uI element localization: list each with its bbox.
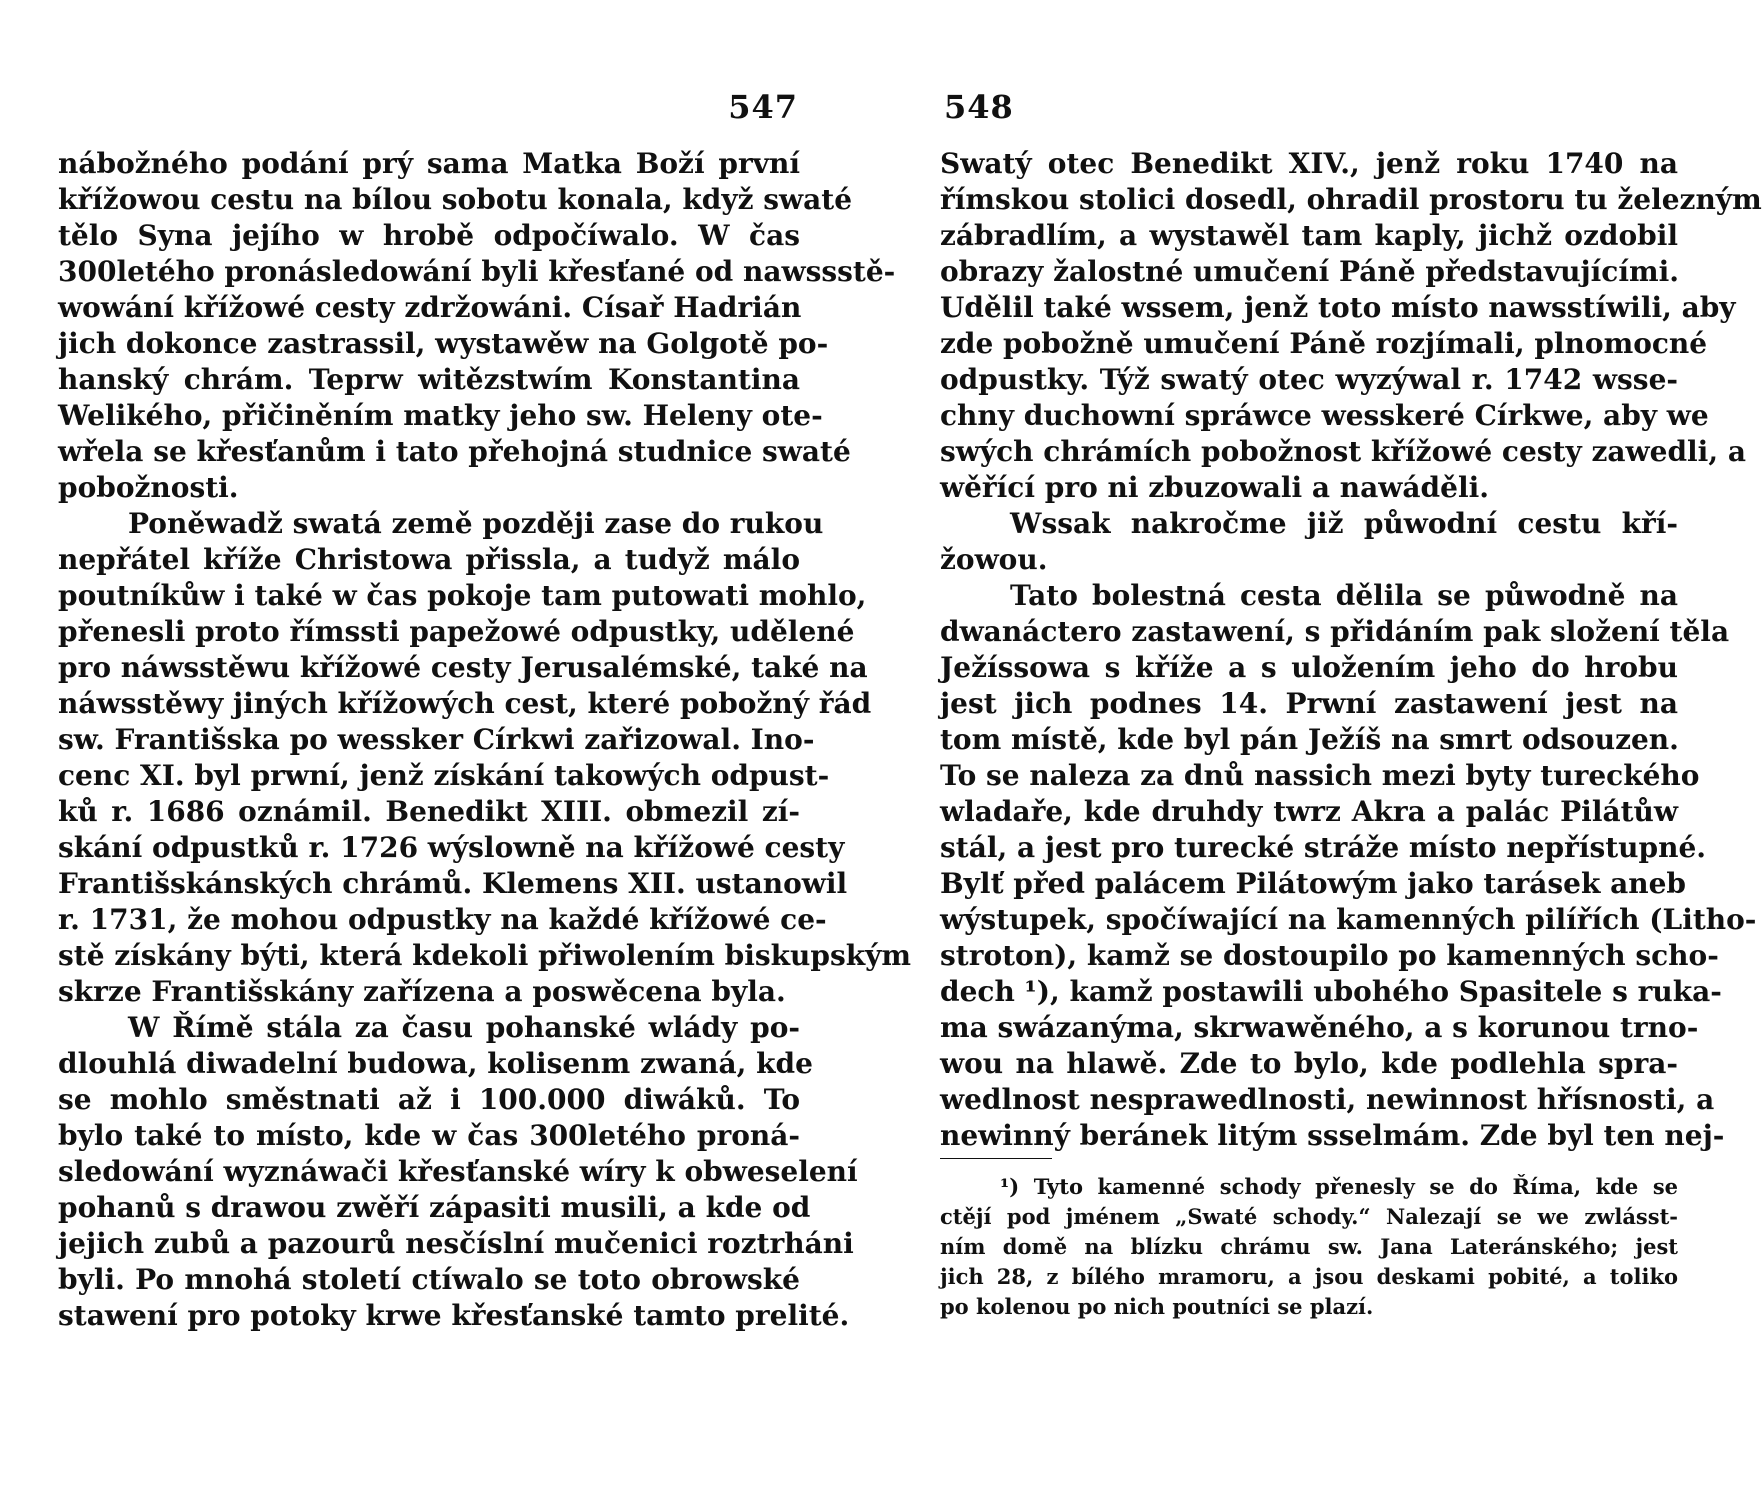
page-number-left: 547 (728, 88, 798, 126)
footnote-rule (940, 1158, 1052, 1159)
text-line: wowání křížowé cesty zdržowáni. Císař Hadrián (58, 291, 802, 324)
text-line: sledowání wyznáwači křesťanské wíry k obweselení (58, 1155, 858, 1188)
text-line: cenc XI. byl prwní, jenž získání takowých odpust- (58, 759, 830, 792)
text-line: skání odpustků r. 1726 wýslowně na křížowé cesty (58, 831, 845, 864)
text-line: Swatý otec Benedikt XIV., jenž roku 1740 na (940, 147, 1678, 180)
text-line: obrazy žalostné umučení Páně představujícími. (940, 255, 1680, 288)
text-line: pobožnosti. (58, 471, 239, 504)
text-line: žowou. (940, 543, 1048, 576)
text-line: Bylť před palácem Pilátowým jako tarásek aneb (940, 867, 1686, 900)
text-line: skrze Františskány zařízena a poswěcena byla. (58, 975, 786, 1008)
footnote (940, 1172, 1678, 1322)
text-line: křížowou cestu na bílou sobotu konala, když swaté (58, 183, 853, 216)
text-line: r. 1731, že mohou odpustky na každé křížowé ce- (58, 903, 827, 936)
text-line: jejich zubů a pazourů nesčíslní mučenici roztrháni (58, 1227, 854, 1260)
text-line: dech ¹), kamž postawili ubohého Spasitele s ruka- (940, 975, 1722, 1008)
text-line: wýstupek, spočíwající na kamenných pilířích (Litho- (940, 903, 1757, 936)
text-line: wladaře, kde druhdy twrz Akra a palác Pilátůw (940, 795, 1678, 828)
text-line: wěřící pro ni zbuzowali a nawáděli. (940, 471, 1489, 504)
text-line: wedlnost nesprawedlnosti, newinnost hřísnosti, a (940, 1083, 1715, 1116)
text-line: tělo Syna jejího w hrobě odpočíwalo. W čas (58, 219, 800, 252)
text-line: stál, a jest pro turecké stráže místo nepřístupné. (940, 831, 1707, 864)
text-line: W Římě stála za času pohanské wlády po- (128, 1011, 800, 1044)
page-number-right: 548 (944, 88, 1014, 126)
text-line: 300letého pronásledowání byli křesťané od nawssstě- (58, 255, 896, 288)
text-line: byli. Po mnohá století ctíwalo se toto obrowské (58, 1263, 800, 1296)
text-line: zábradlím, a wystawěl tam kaply, jichž ozdobil (940, 219, 1678, 252)
text-line: stroton), kamž se dostoupilo po kamenných scho- (940, 939, 1719, 972)
footnote-line: ¹) Tyto kamenné schody přenesly se do Říma, kde se (1000, 1174, 1678, 1199)
text-line: nábožného podání prý sama Matka Boží první (58, 147, 800, 180)
footnote-line: po kolenou po nich poutníci se plazí. (940, 1294, 1374, 1319)
text-line: hanský chrám. Teprw witězstwím Konstantina (58, 363, 800, 396)
text-line: stawení pro potoky krwe křesťanské tamto prelité. (58, 1299, 850, 1332)
text-line: dlouhlá diwadelní budowa, kolisenm zwaná, kde (58, 1047, 813, 1080)
footnote-line: jich 28, z bílého mramoru, a jsou deskami pobité, a toliko (940, 1264, 1678, 1289)
text-line: wřela se křesťanům i tato přehojná studnice swaté (58, 435, 851, 468)
text-line: se mohlo směstnati až i 100.000 diwáků. To (58, 1083, 800, 1116)
text-line: Poněwadž swatá země později zase do rukou (128, 507, 824, 540)
text-line: Františskánských chrámů. Klemens XII. ustanowil (58, 867, 848, 900)
text-line: chny duchowní spráwce wesskeré Církwe, aby we (940, 399, 1709, 432)
footnote-line: ctějí pod jménem „Swaté schody.“ Nalezají se we zwlásst- (940, 1204, 1678, 1229)
text-line: pro náwsstěwu křížowé cesty Jerusalémské, také na (58, 651, 868, 684)
right-page (940, 0, 1762, 1500)
left-page (58, 0, 912, 1500)
text-line: Wssak nakročme již půwodní cestu kří- (1010, 507, 1678, 540)
text-line: tom místě, kde byl pán Ježíš na smrt odsouzen. (940, 723, 1679, 756)
right-page-text (940, 146, 1762, 1154)
text-line: sw. Františska po wessker Církwi zařizowal. Ino- (58, 723, 815, 756)
text-line: zde pobožně umučení Páně rozjímali, plnomocné (940, 327, 1708, 360)
left-page-text (58, 146, 912, 1334)
footnote-line: ním domě na blízku chrámu sw. Jana Lateránského; jest (940, 1234, 1678, 1259)
text-line: jich dokonce zastrassil, wystawěw na Golgotě po- (58, 327, 829, 360)
text-line: jest jich podnes 14. Prwní zastawení jest na (940, 687, 1678, 720)
text-line: Tato bolestná cesta dělila se půwodně na (1010, 579, 1678, 612)
text-line: Welikého, přičiněním matky jeho sw. Heleny ote- (58, 399, 823, 432)
text-line: přenesli proto římssti papežowé odpustky, udělené (58, 615, 855, 648)
text-line: ma swázanýma, skrwawěného, a s korunou trno- (940, 1011, 1699, 1044)
text-line: ků r. 1686 oznámil. Benedikt XIII. obmezil zí- (58, 795, 800, 828)
text-line: swých chrámích pobožnost křížowé cesty zawedli, a (940, 435, 1746, 468)
text-line: Udělil také wssem, jenž toto místo nawsstíwili, aby (940, 291, 1736, 324)
text-line: pohanů s drawou zwěří zápasiti musili, a kde od (58, 1191, 811, 1224)
text-line: římskou stolici dosedl, ohradil prostoru tu železným (940, 183, 1762, 216)
text-line: nepřátel kříže Christowa přissla, a tudyž málo (58, 543, 800, 576)
text-line: poutníkůw i také w čas pokoje tam putowati mohlo, (58, 579, 867, 612)
text-line: newinný beránek litým ssselmám. Zde byl ten nej- (940, 1119, 1725, 1152)
text-line: odpustky. Týž swatý otec wyzýwal r. 1742 wsse- (940, 363, 1678, 396)
text-line: náwsstěwy jiných křížowých cest, které pobožný řád (58, 687, 872, 720)
text-line: bylo také to místo, kde w čas 300letého proná- (58, 1119, 800, 1152)
text-line: stě získány býti, která kdekoli přiwolením biskupským (58, 939, 912, 972)
text-line: To se naleza za dnů nassich mezi byty tureckého (940, 759, 1700, 792)
text-line: dwanáctero zastawení, s přidáním pak složení těla (940, 615, 1730, 648)
text-line: wou na hlawě. Zde to bylo, kde podlehla spra- (940, 1047, 1678, 1080)
text-line: Ježíssowa s kříže a s uložením jeho do hrobu (940, 651, 1678, 684)
